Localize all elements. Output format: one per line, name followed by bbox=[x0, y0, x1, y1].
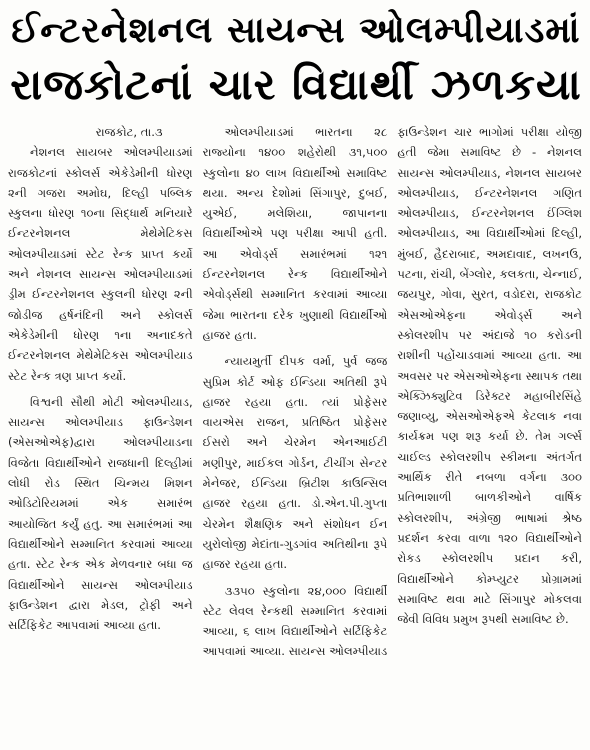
article-body bbox=[8, 122, 582, 746]
dateline: રાજકોટ, તા.૩ bbox=[95, 125, 163, 139]
headline-line-2: રાજકોટનાં ચાર વિદ્યાર્થી ઝળકયા bbox=[10, 60, 582, 109]
headline-line-1: ઈન્ટરનેશનલ સાયન્સ ઓલમ્પીયાડમાં bbox=[11, 10, 581, 51]
paragraph: ૩૩૫૦ સ્કુલોના ૨૪,૦૦૦ વિદ્યાર્થી સ્ટેટ લેવલ રેન્કથી સમ્માનિત કરવામાં આવ્યા, ૬ લાખ વિદ્યાર્થીઓને સર્ટિફિકેટ આપવામાં આવ્યા. સાયન્સ ઓલમ્પીયાડ bbox=[202, 583, 388, 659]
article-column-1 bbox=[8, 122, 193, 746]
paragraph: નેશનલ સાયબર ઓલમ્પીયાડમાં રાજકોટનાં સ્કોલર્સ એકેડેમીની ધોરણ ૨ની ગજરા અમોઘ, દિલ્હી પબ્લિક સ્કુલના ધોરણ ૧૦ના સિદ્ધાર્થ મનિયારે ઈન્ટરનેશનલ મેથેમેટિકસ ઓલમ્પીયાડમાં સ્ટેટ રેન્ક પ્રાપ્ત કર્યો અને નેશનલ સાયન્સ ઓલમ્પીયાડમાં ડ્રીમ ઈન્ટરનેશનલ સ્કુલની ધોરણ ૨ની જોડીજ હર્ષનંદિની અને સ્કોલર્સ એકેડેમીની ધોરણ ૧ના અનાદકતે ઈન્ટરનેશનલ મેથેમેટિકસ ઓલમ્પીયાડ સ્ટેટ રેન્ક ત્રણ પ્રાપ્ત કર્યો. bbox=[8, 145, 193, 383]
article-column-3 bbox=[397, 122, 582, 746]
paragraph: ફાઉન્ડેશન ચાર ભાગોમાં પરીક્ષા યોજી હતી જેમા સમાવિષ્ટ છે - નેશનલ સાયન્સ ઓલમ્પીયાડ, નેશનલ સાયબર ઓલમ્પીયાડ, ઈન્ટરનેશનલ ગણિત ઓલમ્પીયાડ, ઈન્ટરનેશનલ ઈંગ્લિશ ઓલમ્પીયાડ, આ વિદ્યાર્થીઓમાં દિલ્હી, મુંબઈ, હૈદરાબાદ, અમદાવાદ, લખનઉ, પટના, રાંચી, બેંગ્લોર, કલકતા, ચેન્નાઈ, જયપુર, ગોવા, સુરત, વડોદરા, રાજકોટ એસઓએફના એવોર્ડ્સ અને સ્કોલરશીપ પર અંદાજે ૧૦ કરોડની રાશીની પહોંચાડવામાં આવ્યા હતા. આ અવસર પર એસઓએફના સ્થાપક તથા એક્ઝિક્યુટિવ ડિરેક્ટર મહાબીરસિંહે જણાવ્યુ, એસઓએફએ કેટલાક નવા કાર્યક્રમ પણ શરૂ કર્યા છે. તેમ ગર્લ્સ ચાઈલ્ડ સ્કોલરશીપ સ્કીમના અંતર્ગત આર્થિક રીતે નબળા વર્ગના ૩૦૦ પ્રતિભાશાળી બાળકીઓને વાર્ષિક સ્કોલરશીપ, અંગ્રેજી ભાષામાં શ્રેષ્ઠ પ્રદર્શન કરવા વાળા ૧૨૦ વિદ્યાર્થીઓને રોકડ સ્કોલરશીપ પ્રદાન કરી, વિદ્યાર્થીઓને કોમ્પ્યુટર પ્રોગ્રામમાં સમાવિષ્ટ થવા માટે સિંગાપુર મોકલવા જેવી વિવિધ પ્રમુખ રૂપથી સમાવિષ્ટ છે. bbox=[397, 125, 583, 627]
paragraph: વિશ્વની સૌથી મોટી ઓલમ્પીયાડ, સાયન્સ ઓલમ્પીયાડ ફાઉન્ડેશન (એસઓએફ)દ્વારા ઓલમ્પીયાડના વિજેતા વિદ્યાર્થીઓને રાજધાની દિલ્હીમાં લોધી રોડ સ્થિત ચિન્મય મિશન ઓડિટોરિયમમાં એક સમારંભ આયોજિત કર્યું હતુ. આ સમારંભમાં આ વિદ્યાર્થીઓને સમ્માનિત કરવામાં આવ્યા હતા. સ્ટેટ રેન્ક એક મેળવનાર બધા જ વિદ્યાર્થીઓને સાયન્સ ઓલમ્પીયાડ ફાઉન્ડેશન દ્વારા મેડલ, ટ્રોફી અને સર્ટિફિકેટ આપવામાં આવ્યા હતા. bbox=[8, 394, 193, 633]
headline bbox=[10, 6, 582, 112]
article-column-2 bbox=[203, 122, 388, 746]
paragraph: ઓલમ્પીયાડમાં ભારતના ૨૮ રાજ્યોના ૧૪૦૦ શહેરોથી ૩૧,૫૦૦ સ્કુલોના ૪૦ લાખ વિદ્યાર્થીઓ સમાવિષ્ટ થયા. અન્ય દેશોમાં સિંગાપુર, દુબઈ, યુએઈ, મલેશિયા, જાપાનના વિદ્યાર્થીઓએ પણ પરીક્ષા આપી હતી. આ એવોર્ડ્સ સમારંભમાં ૧૨૧ ઈન્ટરનેશનલ રેન્ક વિદ્યાર્થીઓને એવોર્ડ્સથી સમ્માનિત કરવામાં આવ્યા જેમા ભારતના દરેક ખુણાથી વિદ્યાર્થીઓ હાજર હતા. bbox=[202, 125, 388, 342]
paragraph: ન્યાયમુર્તી દીપક વર્મા, પુર્વ જજ સુપ્રિમ કોર્ટ ઓફ ઈન્ડિયા અતિથી રૂપે હાજર રહયા હતા. ત્યાં પ્રોફેસર વાયએસ રાજન, પ્રતિષ્ઠિત પ્રોફેસર ઈસરો અને ચેરમેન એનઆઈટી મણીપુર, માઈકલ ગોર્ડન, ટીચીંગ સેન્ટર મેનેજર, ઈન્ડિયા બ્રિટીશ કાઉન્સિલ હાજર રહયા હતા. ડો.એન.પી.ગુપ્તા ચેરમેન શૈક્ષણિક અને સંશોધન ઈન યુરોલોજી મેદાંતા-ગુડગાંવ અતિથીના રૂપે હાજર રહયા હતા. bbox=[202, 354, 388, 572]
